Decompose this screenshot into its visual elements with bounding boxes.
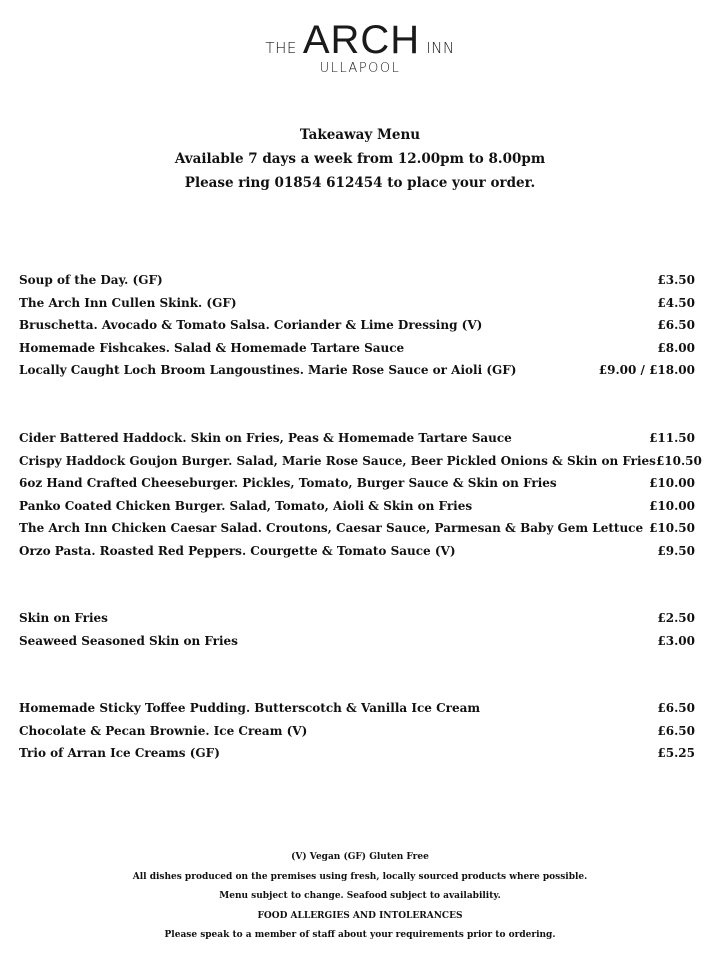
menu-header bbox=[0, 123, 720, 195]
menu-item-price: £2.50 bbox=[657, 611, 695, 625]
menu-item-name: The Arch Inn Chicken Caesar Salad. Croutons, Caesar Sauce, Parmesan & Baby Gem Lettuce bbox=[19, 521, 644, 535]
menu-section-sides bbox=[19, 607, 695, 652]
menu-item-price: £9.00 / £18.00 bbox=[598, 363, 695, 377]
menu-item-price: £6.50 bbox=[657, 318, 695, 332]
menu-item bbox=[19, 337, 695, 360]
menu-item-price: £11.50 bbox=[649, 431, 695, 445]
menu-title: Takeaway Menu bbox=[299, 127, 421, 143]
menu-item-price: £3.50 bbox=[657, 273, 695, 287]
menu-item-name: Seaweed Seasoned Skin on Fries bbox=[19, 633, 238, 648]
menu-item-price: £6.50 bbox=[657, 723, 695, 738]
change-note: Menu subject to change. Seafood subject to availability. bbox=[219, 891, 501, 901]
menu-item bbox=[19, 607, 695, 630]
logo-location: ULLAPOOL bbox=[319, 61, 401, 76]
menu-item-name: Crispy Haddock Goujon Burger. Salad, Marie Rose Sauce, Beer Pickled Onions & Skin on Fries bbox=[19, 453, 656, 468]
availability-text: Available 7 days a week from 12.00pm to 8.00pm bbox=[174, 151, 546, 167]
menu-item-name: Locally Caught Loch Broom Langoustines. Marie Rose Sauce or Aioli (GF) bbox=[19, 363, 517, 377]
menu-item-price: £9.50 bbox=[657, 543, 695, 558]
menu-item-price: £10.00 bbox=[649, 476, 695, 490]
menu-item-price: £3.00 bbox=[657, 633, 695, 648]
logo-inn: INN bbox=[426, 39, 455, 57]
menu-item bbox=[19, 292, 695, 315]
allergies-title: FOOD ALLERGIES AND INTOLERANCES bbox=[257, 910, 463, 921]
menu-section-starters bbox=[19, 269, 695, 382]
menu-item-name: Homemade Sticky Toffee Pudding. Butterscotch & Vanilla Ice Cream bbox=[19, 701, 481, 715]
menu-item bbox=[19, 472, 695, 495]
menu-footer bbox=[0, 848, 720, 946]
menu-item-name: Chocolate & Pecan Brownie. Ice Cream (V) bbox=[19, 723, 308, 738]
menu-item-name: Bruschetta. Avocado & Tomato Salsa. Coriander & Lime Dressing (V) bbox=[19, 318, 483, 332]
menu-item bbox=[19, 540, 695, 563]
logo-arch: ARCH bbox=[302, 18, 421, 62]
menu-item bbox=[19, 427, 695, 450]
produce-note: All dishes produced on the premises using fresh, locally sourced products where possible. bbox=[132, 871, 588, 882]
menu-item bbox=[19, 450, 702, 473]
menu-item-name: Skin on Fries bbox=[19, 611, 108, 625]
menu-item-name: Trio of Arran Ice Creams (GF) bbox=[19, 746, 220, 760]
menu-item bbox=[19, 720, 695, 743]
menu-item-price: £5.25 bbox=[657, 746, 695, 760]
menu-item bbox=[19, 495, 695, 518]
menu-item-name: Orzo Pasta. Roasted Red Peppers. Courgette & Tomato Sauce (V) bbox=[19, 543, 456, 558]
logo bbox=[0, 20, 720, 76]
menu-item bbox=[19, 314, 695, 337]
logo-wordmark bbox=[0, 20, 720, 60]
menu-item-name: Panko Coated Chicken Burger. Salad, Tomato, Aioli & Skin on Fries bbox=[19, 498, 473, 513]
allergies-note: Please speak to a member of staff about your requirements prior to ordering. bbox=[164, 930, 556, 940]
menu-item bbox=[19, 697, 695, 720]
menu-item-name: Soup of the Day. (GF) bbox=[19, 273, 163, 287]
menu-item bbox=[19, 742, 695, 765]
menu-item-price: £6.50 bbox=[657, 701, 695, 715]
menu-item bbox=[19, 630, 695, 653]
menu-item-price: £4.50 bbox=[657, 295, 695, 310]
menu-item-price: £10.50 bbox=[649, 521, 695, 535]
dietary-legend: (V) Vegan (GF) Gluten Free bbox=[291, 852, 429, 862]
menu-item-name: Homemade Fishcakes. Salad & Homemade Tartare Sauce bbox=[19, 340, 405, 355]
menu-item-price: £10.00 bbox=[649, 498, 695, 513]
menu-item-price: £10.50 bbox=[655, 453, 702, 468]
menu-section-mains bbox=[19, 427, 702, 562]
logo-the: THE bbox=[265, 39, 297, 57]
menu-section-desserts bbox=[19, 697, 695, 765]
menu-item-name: Cider Battered Haddock. Skin on Fries, Peas & Homemade Tartare Sauce bbox=[19, 431, 512, 445]
menu-item bbox=[19, 359, 695, 382]
menu-item-name: The Arch Inn Cullen Skink. (GF) bbox=[19, 295, 237, 310]
menu-item bbox=[19, 517, 695, 540]
menu-item-name: 6oz Hand Crafted Cheeseburger. Pickles, Tomato, Burger Sauce & Skin on Fries bbox=[19, 476, 557, 490]
menu-item-price: £8.00 bbox=[657, 340, 695, 355]
menu-item bbox=[19, 269, 695, 292]
phone-text: Please ring 01854 612454 to place your order. bbox=[184, 175, 536, 191]
